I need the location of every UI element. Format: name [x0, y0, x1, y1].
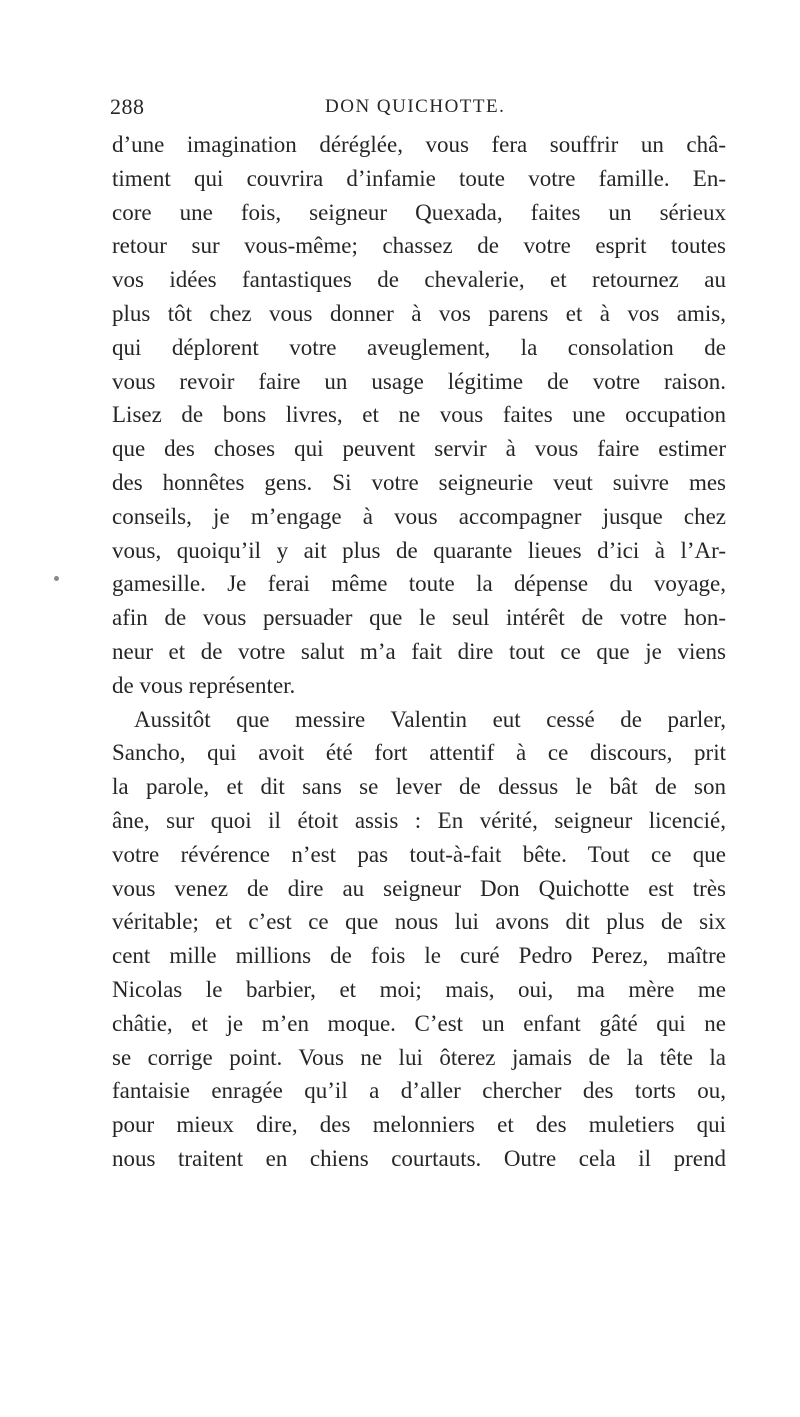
text-line: véritable; et c’est ce que nous lui avons dit plus de six — [112, 909, 726, 935]
text-line: que des choses qui peuvent servir à vous faire estimer — [112, 436, 726, 462]
text-line: conseils, je m’engage à vous accompagner jusque chez — [112, 503, 726, 529]
running-title: DON QUICHOTTE. — [325, 96, 506, 117]
text-line: la parole, et dit sans se lever de dessus le bât de son — [112, 774, 726, 800]
text-line: vos idées fantastiques de chevalerie, et retournez au — [112, 267, 726, 293]
ink-spot — [54, 576, 59, 581]
text-line: core une fois, seigneur Quexada, faites un sérieux — [112, 199, 726, 225]
text-line: âne, sur quoi il étoit assis : En vérité, seigneur licencié, — [112, 807, 726, 833]
text-line: nous traitent en chiens courtauts. Outre cela il prend — [112, 1145, 726, 1171]
text-line: se corrige point. Vous ne lui ôterez jamais de la tête la — [112, 1044, 726, 1070]
text-line: d’une imagination déréglée, vous fera souffrir un châ- — [112, 132, 726, 157]
text-line: Sancho, qui avoit été fort attentif à ce discours, prit — [112, 740, 726, 766]
text-line: afin de vous persuader que le seul intérêt de votre hon- — [112, 605, 726, 631]
text-line: cent mille millions de fois le curé Pedro Perez, maître — [112, 943, 726, 969]
text-line: fantaisie enragée qu’il a d’aller chercher des torts ou, — [112, 1078, 726, 1104]
text-line: votre révérence n’est pas tout-à-fait bête. Tout ce que — [112, 841, 726, 867]
page-number: 288 — [110, 94, 145, 119]
text-line: gamesille. Je ferai même toute la dépense du voyage, — [112, 571, 726, 597]
text-line: pour mieux dire, des melonniers et des muletiers qui — [112, 1112, 726, 1138]
text-line: qui déplorent votre aveuglement, la consolation de — [112, 334, 726, 360]
text-line: Aussitôt que messire Valentin eut cessé de parler, — [134, 706, 726, 732]
body-text — [112, 128, 726, 1176]
text-line: châtie, et je m’en moque. C’est un enfant gâté qui ne — [112, 1010, 726, 1036]
text-line: vous revoir faire un usage légitime de votre raison. — [112, 368, 726, 394]
text-line: timent qui couvrira d’infamie toute votre famille. En- — [112, 165, 726, 191]
text-line: plus tôt chez vous donner à vos parens et à vos amis, — [112, 300, 726, 326]
text-line: Nicolas le barbier, et moi; mais, oui, ma mère me — [112, 976, 726, 1002]
page-header — [110, 94, 710, 124]
text-line: de vous représenter. — [112, 672, 296, 698]
text-line: neur et de votre salut m’a fait dire tout ce que je viens — [112, 638, 726, 664]
text-line: vous venez de dire au seigneur Don Quichotte est très — [112, 875, 726, 901]
text-line: retour sur vous-même; chassez de votre esprit toutes — [112, 233, 726, 259]
text-line: Lisez de bons livres, et ne vous faites une occupation — [112, 402, 726, 428]
text-line: vous, quoiqu’il y ait plus de quarante lieues d’ici à l’Ar- — [112, 537, 726, 563]
text-line: des honnêtes gens. Si votre seigneurie veut suivre mes — [112, 469, 726, 495]
